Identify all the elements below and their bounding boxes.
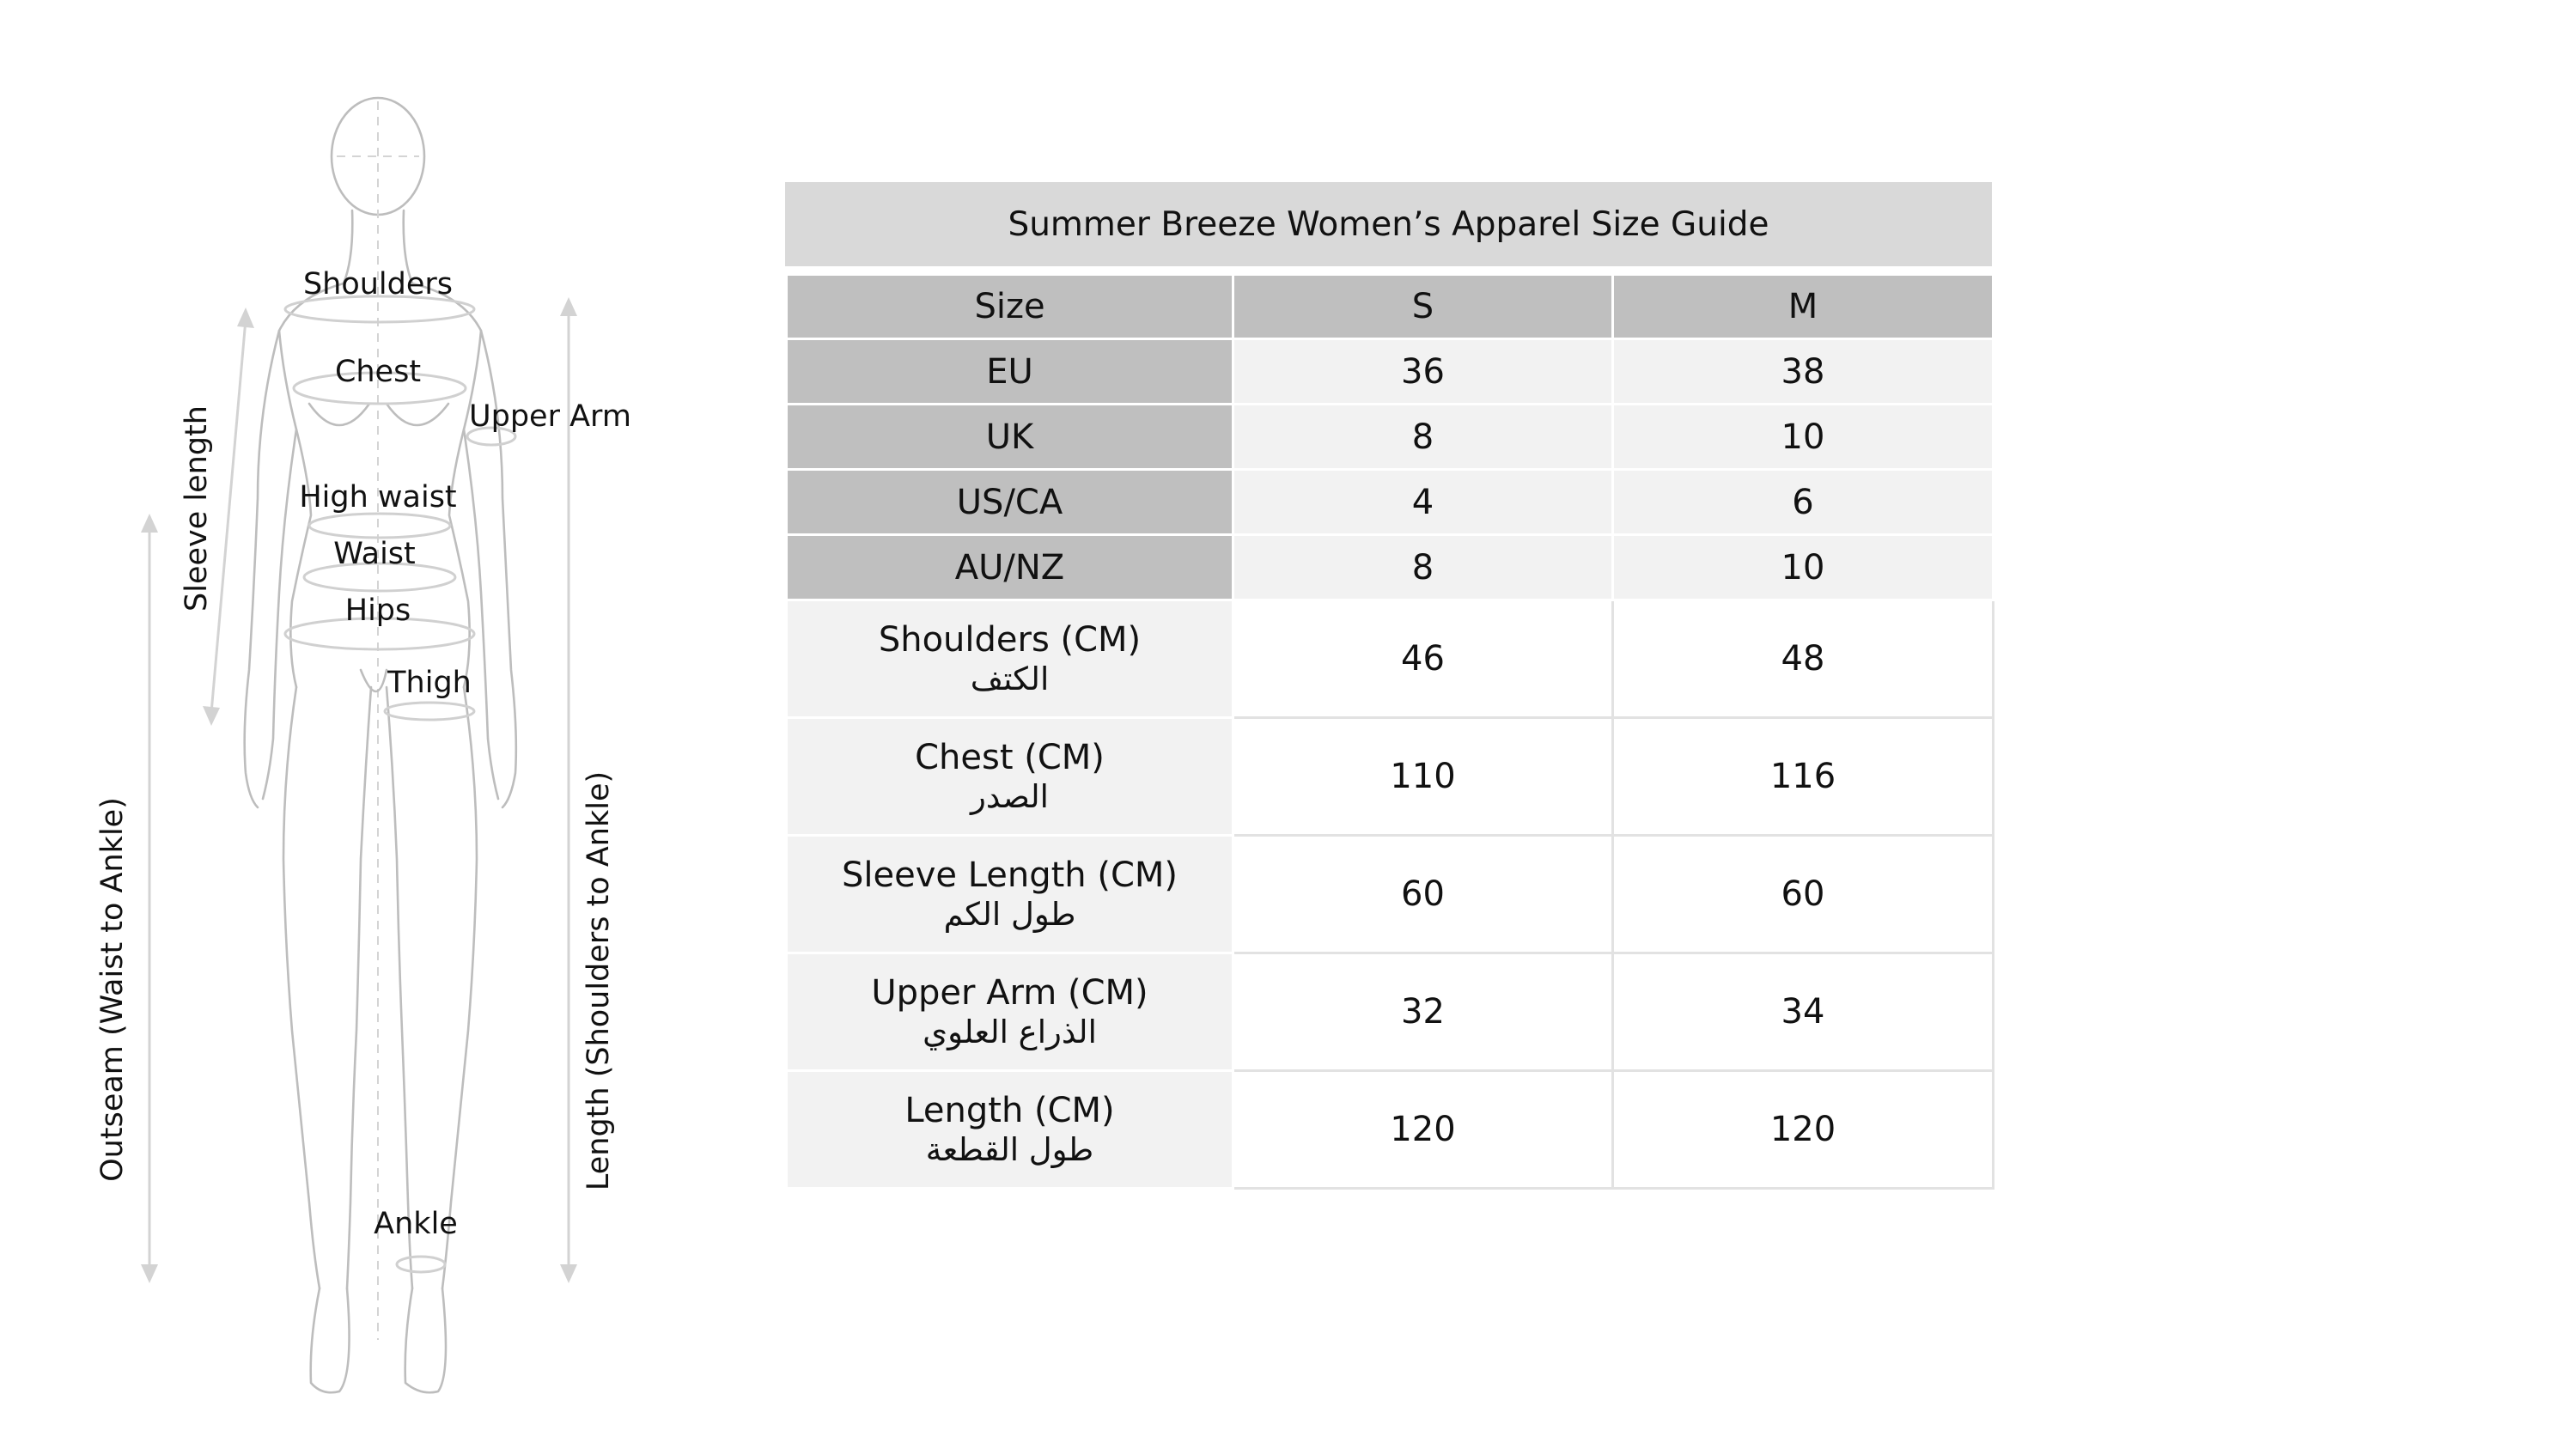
cell-value: 6 (1613, 470, 1994, 535)
label-ankle: Ankle (374, 1207, 458, 1241)
row-label-english: Chest (CM) (915, 737, 1105, 777)
row-label-arabic: طول الكم (943, 895, 1076, 933)
label-waist: Waist (333, 537, 416, 571)
label-shoulders: Shoulders (302, 267, 454, 301)
cell-value: 120 (1613, 1071, 1994, 1189)
cell-value: 10 (1613, 535, 1994, 600)
cell-value: 4 (1233, 470, 1613, 535)
cell-value: 48 (1613, 600, 1994, 718)
cell-value: 34 (1613, 953, 1994, 1071)
table-row (787, 339, 1994, 405)
row-label-chest (787, 718, 1233, 836)
row-label-uk: UK (787, 405, 1233, 470)
cell-value: 116 (1613, 718, 1994, 836)
measurement-bands (285, 296, 515, 1272)
table-row (787, 1071, 1994, 1189)
label-hips: Hips (344, 594, 411, 628)
table-row (787, 405, 1994, 470)
row-label-english: Upper Arm (CM) (871, 972, 1148, 1013)
label-thigh: Thigh (387, 666, 472, 700)
row-label-au-nz: AU/NZ (787, 535, 1233, 600)
body-measurement-figure (0, 0, 773, 1449)
row-label-english: Shoulders (CM) (878, 619, 1142, 660)
high-waist-band (309, 514, 450, 538)
label-sleeve-length: Sleeve length (180, 405, 214, 612)
cell-value: 32 (1233, 953, 1613, 1071)
cell-value: 110 (1233, 718, 1613, 836)
table-row (787, 470, 1994, 535)
cell-value: 8 (1233, 535, 1613, 600)
row-label-eu: EU (787, 339, 1233, 405)
cell-value: 46 (1233, 600, 1613, 718)
header-row (787, 275, 1994, 339)
row-label-shoulders (787, 600, 1233, 718)
table-row (787, 718, 1994, 836)
cell-value: 38 (1613, 339, 1994, 405)
ankle-band (397, 1257, 445, 1272)
cell-value: 60 (1233, 836, 1613, 953)
cell-value: 60 (1613, 836, 1994, 953)
header-size-m: M (1613, 275, 1994, 339)
cell-value: 120 (1233, 1071, 1613, 1189)
cell-value: 10 (1613, 405, 1994, 470)
row-label-arabic: طول القطعة (925, 1130, 1094, 1168)
table-row (787, 535, 1994, 600)
cell-value: 36 (1233, 339, 1613, 405)
row-label-arabic: الذراع العلوي (923, 1013, 1097, 1050)
label-outseam: Outseam (Waist to Ankle) (95, 797, 130, 1182)
row-label-us-ca: US/CA (787, 470, 1233, 535)
row-label-upper-arm (787, 953, 1233, 1071)
size-table (785, 273, 1994, 1190)
outseam-arrow (141, 514, 158, 1283)
table-row (787, 836, 1994, 953)
row-label-english: Sleeve Length (CM) (841, 855, 1178, 895)
row-label-arabic: الصدر (971, 777, 1049, 815)
thigh-band (385, 703, 474, 720)
label-length: Length (Shoulders to Ankle) (582, 770, 616, 1191)
table-row (787, 600, 1994, 718)
row-label-english: Length (CM) (904, 1090, 1115, 1130)
size-guide-table (785, 182, 1992, 1190)
cell-value: 8 (1233, 405, 1613, 470)
figure-labels (95, 267, 631, 1241)
length-arrow (560, 297, 577, 1283)
row-label-arabic: الكتف (970, 660, 1050, 697)
label-chest: Chest (334, 355, 422, 389)
header-size-label: Size (787, 275, 1233, 339)
row-label-length (787, 1071, 1233, 1189)
row-label-sleeve-length (787, 836, 1233, 953)
label-upper-arm: Upper Arm (469, 399, 631, 434)
table-row (787, 953, 1994, 1071)
header-size-s: S (1233, 275, 1613, 339)
size-guide-title: Summer Breeze Women’s Apparel Size Guide (785, 182, 1992, 266)
label-high-waist: High waist (299, 480, 457, 514)
